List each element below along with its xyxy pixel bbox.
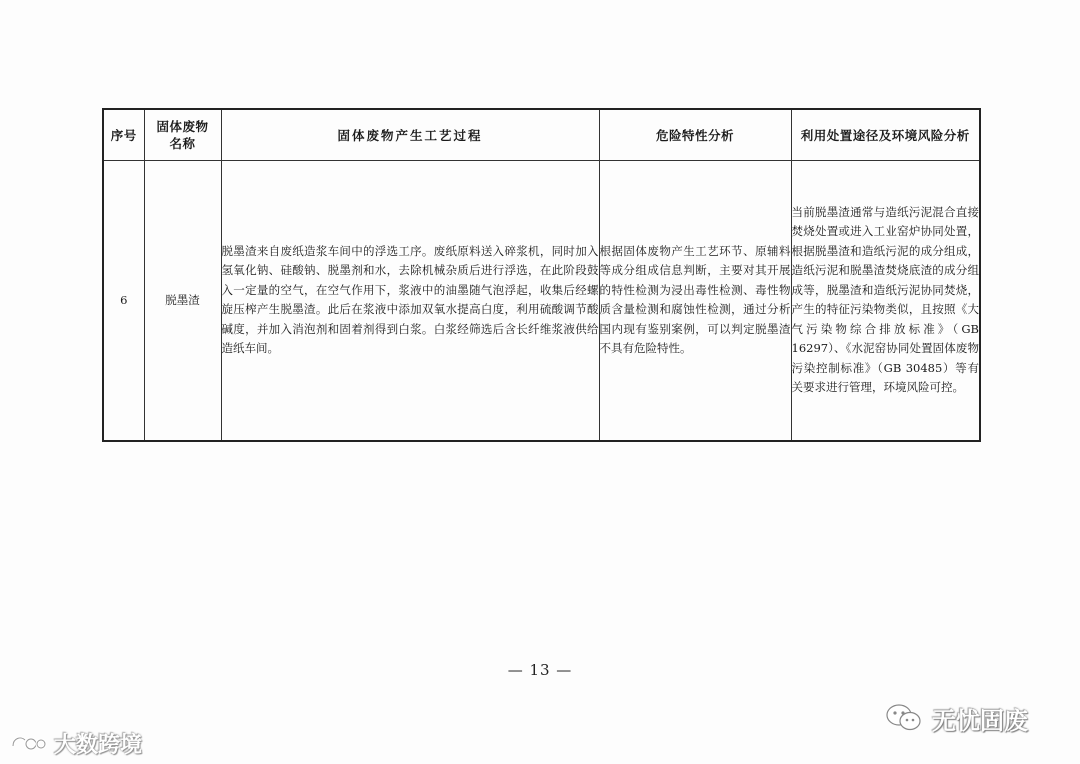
watermark-left-text: 大数跨境 (54, 732, 143, 758)
row-disposal-risk (791, 161, 980, 441)
row-serial-number: 6 (103, 161, 144, 441)
wechat-icon (884, 702, 924, 734)
solid-waste-table (102, 108, 981, 442)
watermark-right (884, 700, 1028, 736)
row-waste-name: 脱墨渣 (144, 161, 221, 441)
watermark-left (8, 728, 142, 758)
header-waste-name (144, 109, 221, 161)
header-disposal-risk: 利用处置途径及环境风险分析 (791, 109, 980, 161)
table-row (103, 161, 980, 441)
header-waste-name-text: 固体废物 名称 (156, 119, 209, 151)
weibo-style-logo-icon (8, 732, 48, 754)
row-hazard-analysis (599, 161, 791, 441)
row-process-text: 脱墨渣来自废纸造浆车间中的浮选工序。废纸原料送入碎浆机，同时加入氢氧化钠、硅酸钠、脱墨剂和水，去除机械杂质后进行浮选，在此阶段鼓入一定量的空气，在空气作用下，浆液中的油墨随气泡浮起，收集后经螺旋压榨产生脱墨渣。此后在浆液中添加双氧水提高白度，利用硫酸调节酸碱度，并加入消泡剂和固着剂得到白浆。白浆经筛选后含长纤维浆液供给造纸车间。 (221, 243, 599, 356)
page-number: — 13 — (507, 661, 573, 679)
header-serial-number: 序号 (103, 109, 144, 161)
row-hazard-text: 根据固体废物产生工艺环节、原辅料等成分组成信息判断，主要对其开展的特性检测为浸出毒性检测、毒性物质含量检测和腐蚀性检测，通过分析国内现有鉴别案例，可以判定脱墨渣不具有危险特性。 (599, 243, 791, 356)
header-process: 固体废物产生工艺过程 (221, 109, 599, 161)
table-header-row (103, 109, 980, 161)
row-risk-text: 当前脱墨渣通常与造纸污泥混合直接焚烧处置或进入工业窑炉协同处置，根据脱墨渣和造纸污泥的成分组成，造纸污泥和脱墨渣焚烧底渣的成分组成等，脱墨渣和造纸污泥协同焚烧，产生的特征污染物类似，且按照《大气污染物综合排放标准》（GB 16297）、《水泥窑协同处置固体废物污染控制标准》（GB 30485）等有关要求进行管理，环境风险可控。 (791, 204, 979, 395)
row-process-description (221, 161, 599, 441)
watermark-right-text: 无忧固废 (932, 706, 1028, 735)
header-hazard-analysis: 危险特性分析 (599, 109, 791, 161)
